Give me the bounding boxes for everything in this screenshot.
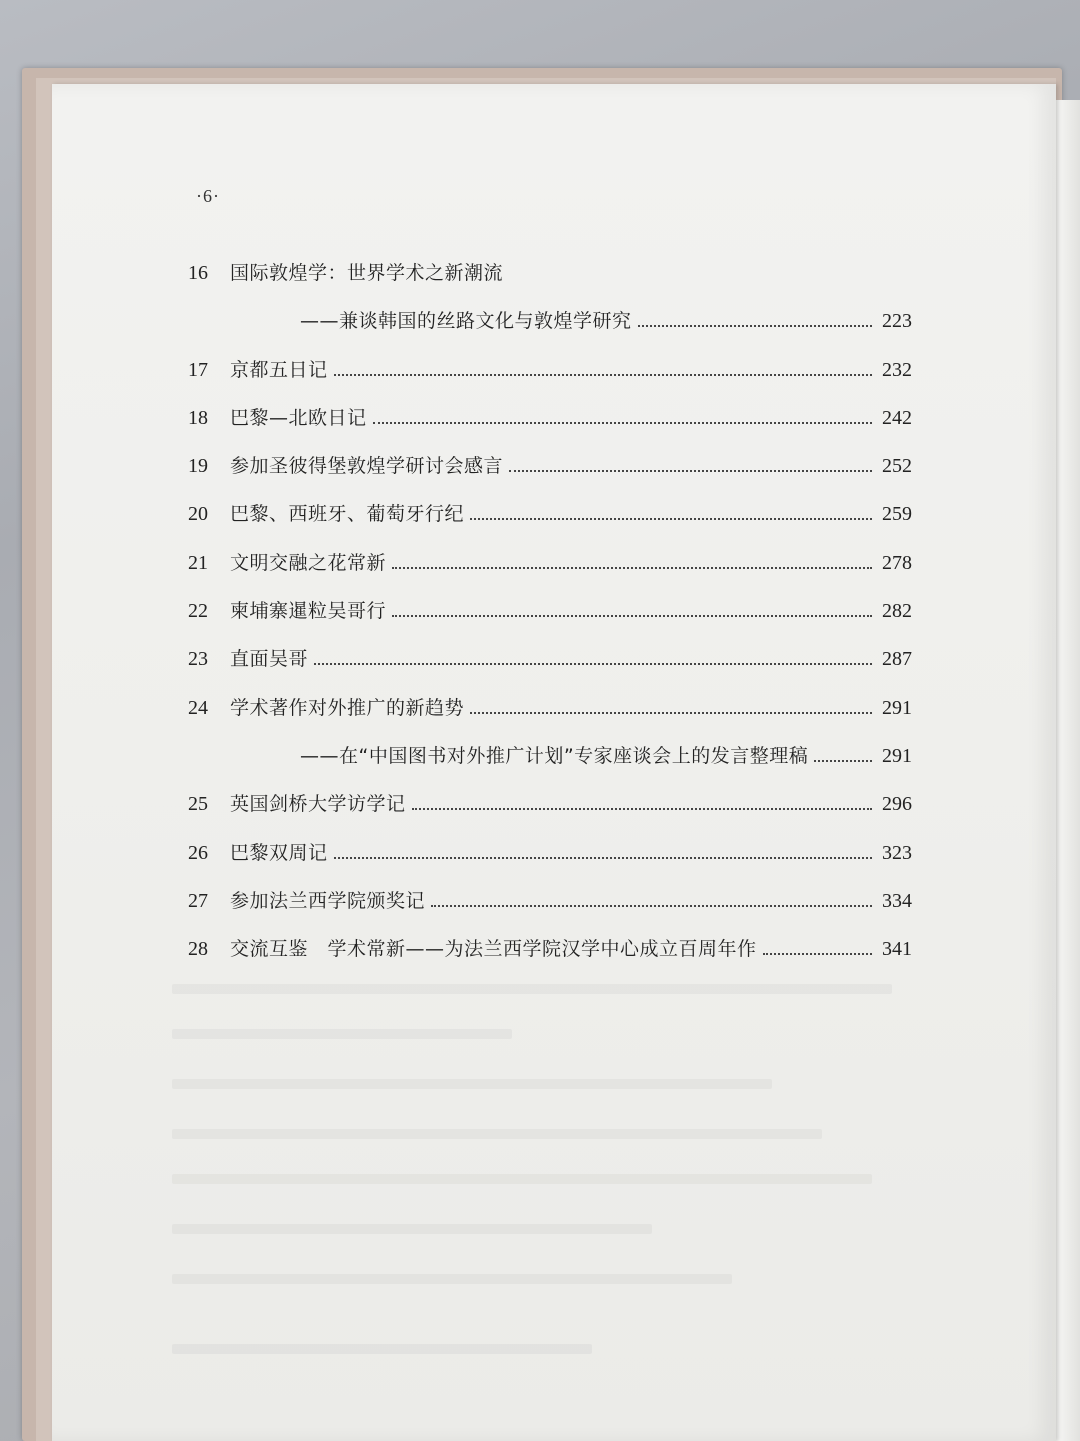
dot-leader <box>814 760 872 762</box>
toc-entry <box>188 403 912 451</box>
dot-leader <box>392 615 872 617</box>
toc-entry-page: 232 <box>882 358 912 381</box>
toc-entry-page: 323 <box>882 841 912 864</box>
toc-entry-number: 23 <box>188 648 208 671</box>
toc-entry <box>188 499 912 547</box>
bleed-through-line <box>172 984 892 994</box>
toc-entry <box>188 693 912 741</box>
toc-entry <box>188 789 912 837</box>
toc-entry <box>188 741 912 789</box>
toc-entry-title: 柬埔寨暹粒吴哥行 <box>230 600 387 623</box>
toc-entry-page: 291 <box>882 744 912 767</box>
dot-leader <box>373 422 872 424</box>
bleed-through-line <box>172 1079 772 1089</box>
toc-entry-page: 259 <box>882 503 912 526</box>
dot-leader <box>392 567 872 569</box>
bleed-through-line <box>172 1274 732 1284</box>
dot-leader <box>314 663 872 665</box>
bleed-through-line <box>172 1029 512 1039</box>
toc-entry-number: 21 <box>188 551 208 574</box>
dot-leader <box>470 712 872 714</box>
toc-entry-page: 252 <box>882 455 912 478</box>
toc-entry-page: 334 <box>882 889 912 912</box>
dot-leader <box>334 374 872 376</box>
toc-entry-number: 24 <box>188 696 208 719</box>
toc-entry-page: 296 <box>882 793 912 816</box>
toc-entry <box>188 644 912 692</box>
toc-entry-title: 巴黎—北欧日记 <box>230 406 367 429</box>
dot-leader <box>638 325 872 327</box>
dot-leader <box>412 808 872 810</box>
toc-entry-title: 京都五日记 <box>230 358 328 381</box>
dot-leader <box>431 905 872 907</box>
toc-entry-number: 28 <box>188 938 208 961</box>
toc-entry-number: 18 <box>188 406 208 429</box>
toc-entry-number: 22 <box>188 600 208 623</box>
toc-entry <box>188 886 912 934</box>
toc-entry-number: 25 <box>188 793 208 816</box>
toc-entry-page: 282 <box>882 600 912 623</box>
toc-entry <box>188 548 912 596</box>
dot-leader <box>763 953 872 955</box>
dot-leader <box>470 518 872 520</box>
toc-entry-number: 26 <box>188 841 208 864</box>
toc-entry-number: 27 <box>188 889 208 912</box>
page-number: ·6· <box>196 186 220 206</box>
toc-entry-page: 223 <box>882 310 912 333</box>
toc-entry-title: 交流互鉴 学术常新——为法兰西学院汉学中心成立百周年作 <box>230 938 757 961</box>
dot-leader <box>334 857 872 859</box>
bleed-through-line <box>172 1129 822 1139</box>
toc-entry-number: 16 <box>188 262 208 284</box>
toc-entry-page: 341 <box>882 938 912 961</box>
toc-entry-title: 巴黎、西班牙、葡萄牙行纪 <box>230 503 465 526</box>
toc-entry-page: 291 <box>882 696 912 719</box>
toc-entry-page: 242 <box>882 406 912 429</box>
toc-entry <box>188 355 912 403</box>
toc-entry-number: 17 <box>188 358 208 381</box>
bleed-through-line <box>172 1344 592 1354</box>
toc-entry-title: 文明交融之花常新 <box>230 551 387 574</box>
toc-entry-subtitle: ——兼谈韩国的丝路文化与敦煌学研究 <box>300 310 632 333</box>
dot-leader <box>509 470 872 472</box>
toc-entry-subtitle: ——在“中国图书对外推广计划”专家座谈会上的发言整理稿 <box>300 744 809 767</box>
toc-entry-page: 278 <box>882 551 912 574</box>
toc-entry-title: 直面吴哥 <box>230 648 309 671</box>
toc-entry-number: 20 <box>188 503 208 526</box>
table-of-contents <box>188 258 912 982</box>
toc-entry-title: 参加法兰西学院颁奖记 <box>230 889 426 912</box>
toc-entry <box>188 934 912 982</box>
toc-entry-title: 国际敦煌学：世界学术之新潮流 <box>230 262 504 284</box>
toc-entry <box>188 306 912 354</box>
toc-entry <box>188 838 912 886</box>
toc-entry-title: 参加圣彼得堡敦煌学研讨会感言 <box>230 455 504 478</box>
toc-entry-page: 287 <box>882 648 912 671</box>
bleed-through-line <box>172 1174 872 1184</box>
toc-entry <box>188 451 912 499</box>
toc-entry-title: 英国剑桥大学访学记 <box>230 793 406 816</box>
toc-entry-title: 学术著作对外推广的新趋势 <box>230 696 465 719</box>
toc-entry-number: 19 <box>188 455 208 478</box>
bleed-through-line <box>172 1224 652 1234</box>
toc-entry-title: 巴黎双周记 <box>230 841 328 864</box>
toc-entry <box>188 596 912 644</box>
toc-entry <box>188 258 912 306</box>
